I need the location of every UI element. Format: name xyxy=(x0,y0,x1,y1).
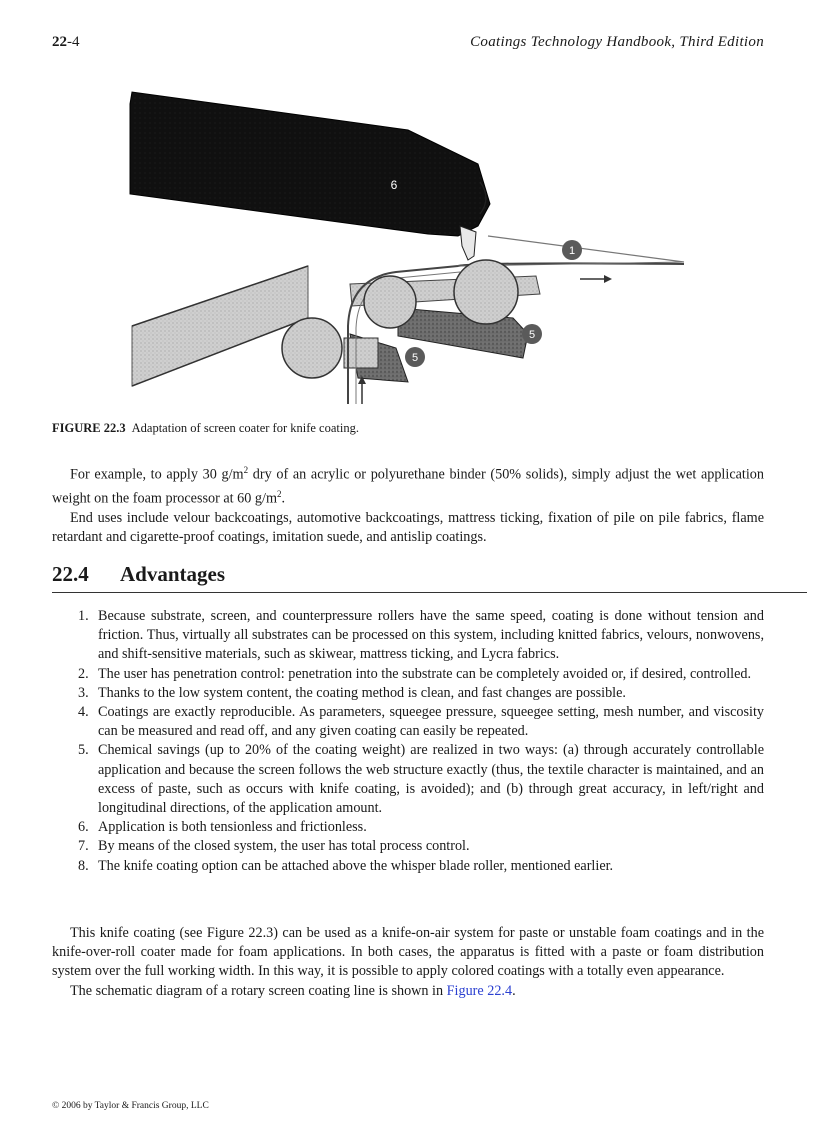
list-item: 1. Because substrate, screen, and counterpressure rollers have the same speed, coating is done without tension and friction. Thus, virtually all substrates can be processed on this system, including knitted fabrics, velours, nonwovens, and shift-sensitive materials, such as skiwear, mattress ticking, and Lycra fabrics. xyxy=(78,608,764,663)
list-item: 4. Coatings are exactly reproducible. As parameters, squeegee pressure, squeegee setting, mesh number, and viscosity can be measured and read off, and any given coating can easily be repeated. xyxy=(78,704,764,740)
paragraph: This knife coating (see Figure 22.3) can be used as a knife-on-air system for paste or unstable foam coatings and in the knife-over-roll coater made for foam applications. In both cases, the apparatus is fitted with a paste or foam distribution system over the full working width. In this way, it is possible to apply colored coatings with a totally even appearance. xyxy=(52,925,764,980)
paragraph: For example, to apply 30 $g/m^2$ dry of an acrylic or polyurethane binder (50% solids), simply adjust the wet application weight on the foam processor at 60 $g/m^2$. xyxy=(52,465,764,507)
list-item: 2. The user has penetration control: penetration into the substrate can be completely avoided or, if desired, controlled. xyxy=(78,665,752,682)
running-title: Coatings Technology Handbook, Third Edition xyxy=(470,34,764,50)
roller-middle xyxy=(364,276,416,328)
figure-22-3 xyxy=(128,86,688,412)
figure-caption xyxy=(52,421,359,436)
paragraph: End uses include velour backcoatings, automotive backcoatings, mattress ticking, fixation of pile on pile fabrics, flame retardant and cigarette-proof coatings, imitation suede, and antislip coatings. xyxy=(52,509,764,546)
callout-5-lower: 5 xyxy=(411,352,419,364)
caption-text: Adaptation of screen coater for knife coating. xyxy=(131,421,359,435)
caption-label: FIGURE 22.3 xyxy=(52,421,126,435)
squeegee-holder xyxy=(344,338,378,368)
knife-beam xyxy=(130,92,490,236)
section-title: Advantages xyxy=(120,562,226,586)
list-item: 8. The knife coating option can be attached above the whisper blade roller, mentioned earlier. xyxy=(78,857,614,874)
screen-coater-illustration xyxy=(128,86,688,412)
advantages-list xyxy=(52,607,764,876)
closing-text xyxy=(52,924,764,1001)
page-number: 22-4 xyxy=(52,34,80,50)
knife-blade xyxy=(460,226,476,260)
callout-6: 6 xyxy=(390,178,398,192)
intro-text xyxy=(52,461,764,547)
figure-22-4-link[interactable]: Figure 22.4 xyxy=(446,982,513,999)
roller-left xyxy=(282,318,342,378)
list-item: 3. Thanks to the low system content, the coating method is clean, and fast changes are possible. xyxy=(78,684,626,701)
callout-5-upper: 5 xyxy=(528,329,536,341)
paragraph: The schematic diagram of a rotary screen coating line is shown in Figure 22.4. xyxy=(70,982,516,999)
list-item: 5. Chemical savings (up to 20% of the coating weight) are realized in two ways: (a) through accurately controllable application and because the screen follows the web structure exactly (thus, the textile character is maintained, and an excess of paste, such as occurs with knife coating, is avoided); and (b) through great accuracy, in left/right and longitudinal directions, of the application amount. xyxy=(78,742,764,817)
copyright-footer: © 2006 by Taylor & Francis Group, LLC xyxy=(52,1101,209,1111)
list-item: 6. Application is both tensionless and frictionless. xyxy=(78,819,367,836)
roller-right xyxy=(454,260,518,324)
lower-conveyor xyxy=(132,266,308,386)
section-heading xyxy=(52,562,807,593)
section-number: 22.4 xyxy=(52,562,89,586)
callout-1: 1 xyxy=(568,245,576,257)
page-header xyxy=(52,34,764,56)
list-item: 7. By means of the closed system, the user has total process control. xyxy=(78,838,470,855)
